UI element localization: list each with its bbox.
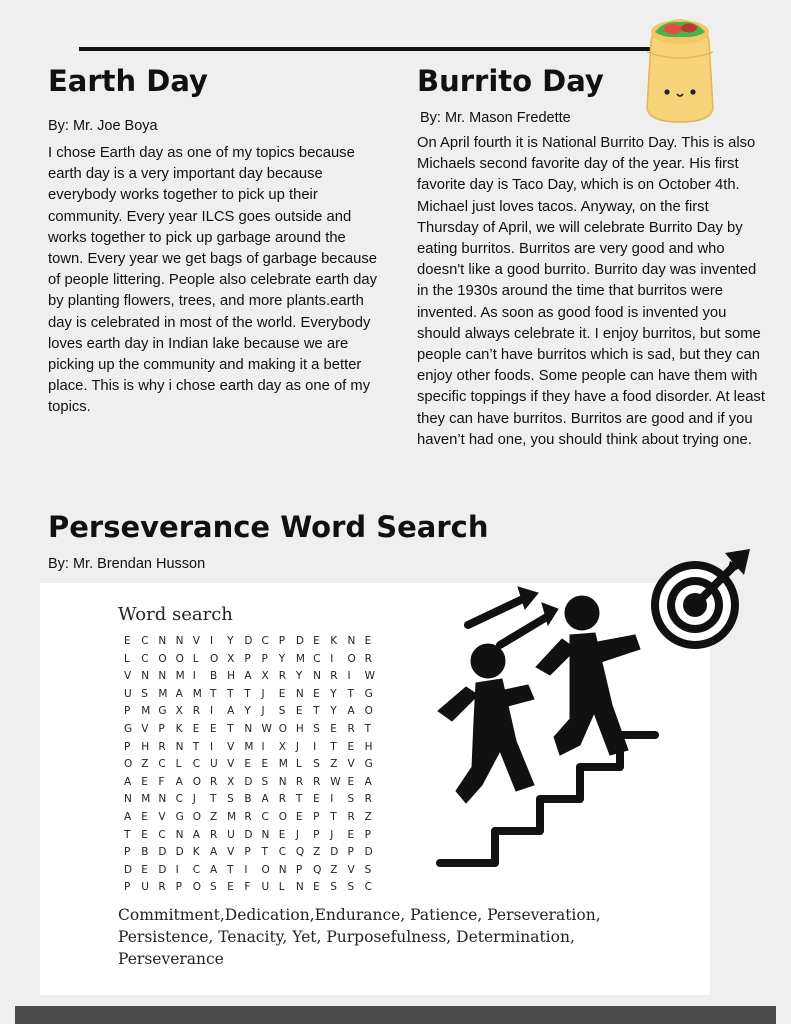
- grid-letter: C: [192, 758, 201, 771]
- grid-letter: V: [347, 863, 355, 876]
- grid-row: [124, 688, 382, 706]
- grid-letter: X: [175, 705, 183, 718]
- grid-letter: T: [295, 793, 303, 806]
- grid-letter: E: [313, 687, 320, 700]
- grid-letter: S: [364, 863, 372, 876]
- grid-letter: B: [141, 846, 149, 859]
- grid-letter: N: [244, 722, 253, 735]
- grid-letter: R: [192, 705, 201, 718]
- grid-letter: L: [192, 652, 199, 665]
- grid-letter: H: [227, 670, 236, 683]
- grid-letter: L: [295, 758, 302, 771]
- grid-letter: E: [278, 828, 286, 841]
- grid-letter: E: [209, 722, 217, 735]
- grid-letter: X: [227, 775, 235, 788]
- grid-letter: T: [261, 846, 268, 859]
- grid-letter: C: [158, 828, 166, 841]
- grid-letter: E: [295, 705, 303, 718]
- grid-letter: N: [295, 687, 304, 700]
- grid-letter: C: [278, 846, 287, 859]
- grid-letter: M: [244, 740, 254, 753]
- grid-letter: C: [175, 793, 183, 806]
- grid-letter: E: [347, 828, 355, 841]
- grid-letter: P: [313, 810, 320, 823]
- grid-letter: A: [261, 793, 269, 806]
- grid-letter: E: [261, 758, 269, 771]
- grid-letter: I: [330, 652, 334, 665]
- perseverance-illustration: [430, 545, 760, 875]
- burrito-day-title: Burrito Day: [417, 64, 604, 98]
- grid-letter: N: [175, 740, 184, 753]
- grid-letter: D: [330, 846, 339, 859]
- grid-letter: P: [364, 828, 371, 841]
- grid-letter: B: [209, 670, 218, 683]
- grid-row: [124, 793, 382, 811]
- grid-letter: Y: [227, 635, 234, 647]
- grid-letter: C: [141, 635, 149, 647]
- grid-letter: V: [227, 758, 235, 771]
- grid-letter: N: [141, 670, 150, 683]
- grid-letter: O: [278, 722, 287, 735]
- grid-letter: Y: [295, 670, 303, 683]
- grid-letter: E: [313, 635, 320, 647]
- grid-letter: Z: [330, 758, 338, 771]
- grid-letter: E: [364, 635, 372, 647]
- grid-letter: T: [330, 810, 337, 823]
- grid-letter: T: [209, 687, 217, 700]
- grid-letter: T: [313, 705, 320, 718]
- grid-letter: E: [244, 758, 251, 771]
- header-rule: [79, 47, 661, 51]
- grid-letter: X: [227, 652, 235, 665]
- grid-row: [124, 846, 382, 864]
- grid-letter: I: [192, 670, 196, 683]
- grid-letter: C: [261, 635, 269, 647]
- word-search-title: Perseverance Word Search: [48, 510, 489, 544]
- grid-letter: N: [175, 635, 184, 647]
- grid-letter: V: [347, 758, 355, 771]
- grid-letter: E: [227, 881, 234, 894]
- grid-letter: Q: [313, 863, 322, 876]
- earth-day-body: I chose Earth day as one of my topics because earth day is a very important day because everybody works together to pick up their community. Every year ILCS goes outside and works together to pick up garbage around the town. Every year we get bags of garbage because of people littering. People also celebrate earth day by planting flowers, trees, and more plants.earth day is celebrated in most of the world. Everybody loves earth day in Indian lake because we are picking up the community and making it a better place. This is why i chose earth day as one of my topics.: [48, 145, 378, 416]
- grid-letter: N: [278, 775, 287, 788]
- grid-letter: H: [141, 740, 150, 753]
- puzzle-title: Word search: [118, 604, 233, 625]
- grid-letter: X: [278, 740, 286, 753]
- grid-letter: R: [330, 670, 338, 683]
- grid-letter: A: [124, 775, 132, 788]
- grid-letter: V: [141, 722, 149, 735]
- grid-letter: O: [124, 758, 133, 771]
- grid-letter: I: [244, 863, 248, 876]
- grid-letter: G: [158, 705, 167, 718]
- grid-letter: O: [261, 863, 270, 876]
- grid-letter: U: [141, 881, 149, 894]
- grid-letter: R: [364, 793, 372, 806]
- grid-letter: C: [192, 863, 201, 876]
- grid-letter: P: [124, 740, 131, 753]
- grid-letter: C: [364, 881, 372, 894]
- grid-letter: N: [124, 793, 132, 806]
- grid-letter: S: [141, 687, 148, 700]
- grid-letter: S: [347, 793, 355, 806]
- grid-row: [124, 723, 382, 741]
- grid-letter: R: [209, 828, 218, 841]
- grid-letter: O: [347, 652, 356, 665]
- grid-letter: E: [141, 863, 148, 876]
- grid-letter: M: [158, 687, 168, 700]
- grid-letter: W: [364, 670, 376, 683]
- grid-letter: D: [364, 846, 373, 859]
- grid-letter: H: [364, 740, 373, 753]
- grid-letter: T: [227, 722, 234, 735]
- grid-letter: R: [158, 740, 166, 753]
- grid-letter: R: [364, 652, 372, 665]
- earth-day-title: Earth Day: [48, 64, 208, 98]
- grid-letter: F: [158, 775, 165, 788]
- grid-letter: P: [158, 722, 165, 735]
- grid-letter: A: [175, 687, 183, 700]
- grid-letter: W: [261, 722, 272, 735]
- grid-letter: V: [227, 846, 235, 859]
- grid-letter: U: [227, 828, 235, 841]
- climbing-stairs-icon: [438, 587, 655, 863]
- grid-letter: Y: [278, 652, 286, 665]
- grid-letter: I: [313, 740, 317, 753]
- grid-letter: P: [124, 881, 131, 894]
- grid-letter: H: [295, 722, 304, 735]
- grid-letter: P: [244, 846, 251, 859]
- grid-letter: Y: [244, 705, 251, 718]
- grid-letter: N: [158, 793, 167, 806]
- grid-letter: E: [330, 722, 337, 735]
- grid-letter: J: [261, 705, 265, 718]
- grid-letter: E: [278, 687, 286, 700]
- grid-letter: R: [347, 810, 355, 823]
- grid-letter: T: [124, 828, 131, 841]
- grid-letter: Z: [364, 810, 372, 823]
- grid-letter: J: [295, 740, 299, 753]
- grid-letter: C: [313, 652, 321, 665]
- grid-letter: L: [124, 652, 130, 665]
- grid-letter: A: [244, 670, 252, 683]
- grid-letter: E: [141, 828, 148, 841]
- grid-letter: E: [313, 881, 320, 894]
- grid-letter: D: [244, 828, 253, 841]
- grid-letter: V: [227, 740, 235, 753]
- grid-letter: P: [124, 705, 131, 718]
- burrito-day-byline: By: Mr. Mason Fredette: [420, 110, 571, 126]
- target-arrow-icon: [651, 549, 750, 649]
- grid-row: [124, 635, 382, 653]
- grid-row: [124, 670, 382, 688]
- grid-letter: G: [175, 810, 184, 823]
- grid-letter: O: [192, 810, 202, 823]
- grid-row: [124, 829, 382, 847]
- grid-letter: M: [227, 810, 237, 823]
- grid-letter: K: [192, 846, 200, 859]
- grid-letter: G: [364, 687, 373, 700]
- grid-letter: T: [364, 722, 372, 735]
- grid-letter: E: [313, 793, 320, 806]
- grid-letter: I: [209, 740, 214, 753]
- grid-letter: R: [244, 810, 252, 823]
- grid-letter: T: [330, 740, 337, 753]
- grid-letter: M: [175, 670, 185, 683]
- grid-letter: A: [209, 863, 218, 876]
- grid-letter: R: [209, 775, 218, 788]
- grid-letter: N: [261, 828, 270, 841]
- grid-letter: J: [192, 793, 196, 806]
- grid-letter: R: [313, 775, 321, 788]
- grid-letter: A: [124, 810, 132, 823]
- grid-letter: E: [347, 775, 355, 788]
- grid-letter: T: [227, 863, 234, 876]
- grid-letter: X: [261, 670, 269, 683]
- grid-letter: I: [330, 793, 334, 806]
- grid-letter: O: [192, 775, 202, 788]
- grid-letter: E: [192, 722, 200, 735]
- word-list: Commitment,Dedication,Endurance, Patience, Perseveration, Persistence, Tenacity, Yet, Purposefulness, Determination, Perseverance: [118, 906, 601, 968]
- grid-letter: D: [244, 635, 253, 647]
- grid-letter: E: [141, 810, 148, 823]
- grid-letter: B: [244, 793, 252, 806]
- grid-letter: P: [261, 652, 268, 665]
- grid-letter: K: [330, 635, 338, 647]
- grid-letter: L: [175, 758, 182, 771]
- grid-letter: P: [313, 828, 320, 841]
- grid-letter: S: [330, 881, 337, 894]
- grid-letter: T: [347, 687, 354, 700]
- grid-letter: D: [175, 846, 184, 859]
- burrito-icon: [645, 12, 715, 124]
- grid-letter: Y: [330, 705, 337, 718]
- grid-letter: O: [175, 652, 184, 665]
- grid-letter: R: [278, 793, 286, 806]
- grid-letter: S: [209, 881, 217, 894]
- grid-letter: F: [244, 881, 251, 894]
- grid-letter: Y: [330, 687, 337, 700]
- grid-letter: D: [124, 863, 133, 876]
- grid-letter: O: [278, 810, 287, 823]
- grid-letter: U: [261, 881, 270, 894]
- grid-letter: V: [158, 810, 166, 823]
- grid-letter: P: [175, 881, 182, 894]
- grid-letter: D: [158, 863, 167, 876]
- grid-letter: P: [347, 846, 354, 859]
- grid-letter: Z: [209, 810, 218, 823]
- grid-letter: W: [330, 775, 341, 788]
- grid-letter: T: [192, 740, 200, 753]
- grid-letter: O: [192, 881, 202, 894]
- grid-letter: A: [364, 775, 372, 788]
- letter-grid: [124, 635, 382, 899]
- grid-letter: N: [278, 863, 287, 876]
- grid-letter: M: [295, 652, 305, 665]
- grid-letter: R: [158, 881, 166, 894]
- grid-row: [124, 881, 382, 899]
- grid-letter: T: [209, 793, 217, 806]
- grid-letter: I: [347, 670, 351, 683]
- grid-letter: N: [295, 881, 304, 894]
- grid-letter: D: [244, 775, 253, 788]
- grid-letter: J: [295, 828, 299, 841]
- grid-letter: T: [244, 687, 251, 700]
- grid-letter: Z: [141, 758, 149, 771]
- grid-letter: I: [175, 863, 179, 876]
- grid-letter: L: [278, 881, 285, 894]
- grid-letter: M: [141, 705, 151, 718]
- grid-letter: A: [209, 846, 218, 859]
- burrito-day-body: On April fourth it is National Burrito Day. This is also Michaels second favorite day of the year. His first favorite day is Taco Day, which is on October 4th. Michael just loves tacos. Anyway, on the first Thursday of April, we will celebrate Burrito Day by eating burritos. Burritos are very good and who doesn't like a good burrito. Burrito day was invented in the 1930s around the time that burritos were invented. As soon as good food is invented you should always celebrate it. I enjoy burritos, but some people can’t have burritos which is sad, but they can enjoy other foods. Some people can have them with specific toppings if they have a food disorder. At least they can have burritos. Burritos are good and if you haven’t had one, you should think about trying one.: [417, 135, 765, 448]
- grid-letter: P: [124, 846, 131, 859]
- grid-letter: E: [295, 810, 303, 823]
- grid-letter: O: [158, 652, 167, 665]
- grid-letter: Z: [330, 863, 338, 876]
- grid-row: [124, 811, 382, 829]
- grid-letter: N: [313, 670, 321, 683]
- grid-letter: S: [227, 793, 234, 806]
- grid-letter: I: [261, 740, 265, 753]
- grid-letter: S: [347, 881, 355, 894]
- grid-letter: A: [227, 705, 235, 718]
- grid-letter: G: [124, 722, 133, 735]
- grid-letter: Q: [295, 846, 305, 859]
- grid-row: [124, 653, 382, 671]
- grid-letter: N: [347, 635, 356, 647]
- grid-letter: T: [227, 687, 234, 700]
- grid-letter: D: [295, 635, 304, 647]
- grid-letter: V: [192, 635, 200, 647]
- grid-letter: N: [158, 635, 167, 647]
- grid-row: [124, 705, 382, 723]
- grid-letter: S: [313, 722, 320, 735]
- grid-letter: P: [278, 635, 286, 647]
- grid-letter: I: [209, 635, 214, 647]
- grid-letter: O: [209, 652, 219, 665]
- grid-letter: J: [261, 687, 265, 700]
- grid-letter: S: [313, 758, 320, 771]
- grid-letter: U: [124, 687, 132, 700]
- grid-letter: E: [124, 635, 131, 647]
- grid-letter: O: [364, 705, 373, 718]
- grid-letter: S: [278, 705, 286, 718]
- grid-letter: K: [175, 722, 183, 735]
- grid-letter: E: [141, 775, 148, 788]
- grid-letter: M: [192, 687, 202, 700]
- grid-letter: P: [295, 863, 303, 876]
- grid-letter: G: [364, 758, 373, 771]
- earth-day-byline: By: Mr. Joe Boya: [48, 118, 158, 134]
- grid-letter: U: [209, 758, 218, 771]
- grid-letter: A: [175, 775, 183, 788]
- grid-letter: R: [295, 775, 304, 788]
- grid-letter: C: [261, 810, 269, 823]
- grid-letter: R: [347, 722, 355, 735]
- grid-letter: N: [175, 828, 184, 841]
- grid-letter: N: [158, 670, 167, 683]
- grid-letter: C: [158, 758, 166, 771]
- grid-row: [124, 741, 382, 759]
- grid-row: [124, 758, 382, 776]
- grid-letter: Z: [313, 846, 321, 859]
- word-search-byline: By: Mr. Brendan Husson: [48, 556, 206, 572]
- grid-letter: E: [347, 740, 355, 753]
- grid-letter: A: [192, 828, 200, 841]
- grid-letter: P: [244, 652, 251, 665]
- grid-letter: I: [209, 705, 214, 718]
- grid-letter: J: [330, 828, 334, 841]
- footer-bar: [15, 1006, 776, 1024]
- grid-letter: R: [278, 670, 286, 683]
- grid-row: [124, 776, 382, 794]
- grid-letter: C: [141, 652, 149, 665]
- grid-letter: V: [124, 670, 132, 683]
- grid-row: [124, 864, 382, 882]
- grid-letter: D: [158, 846, 167, 859]
- grid-letter: A: [347, 705, 355, 718]
- grid-letter: M: [278, 758, 288, 771]
- grid-letter: M: [141, 793, 151, 806]
- grid-letter: S: [261, 775, 269, 788]
